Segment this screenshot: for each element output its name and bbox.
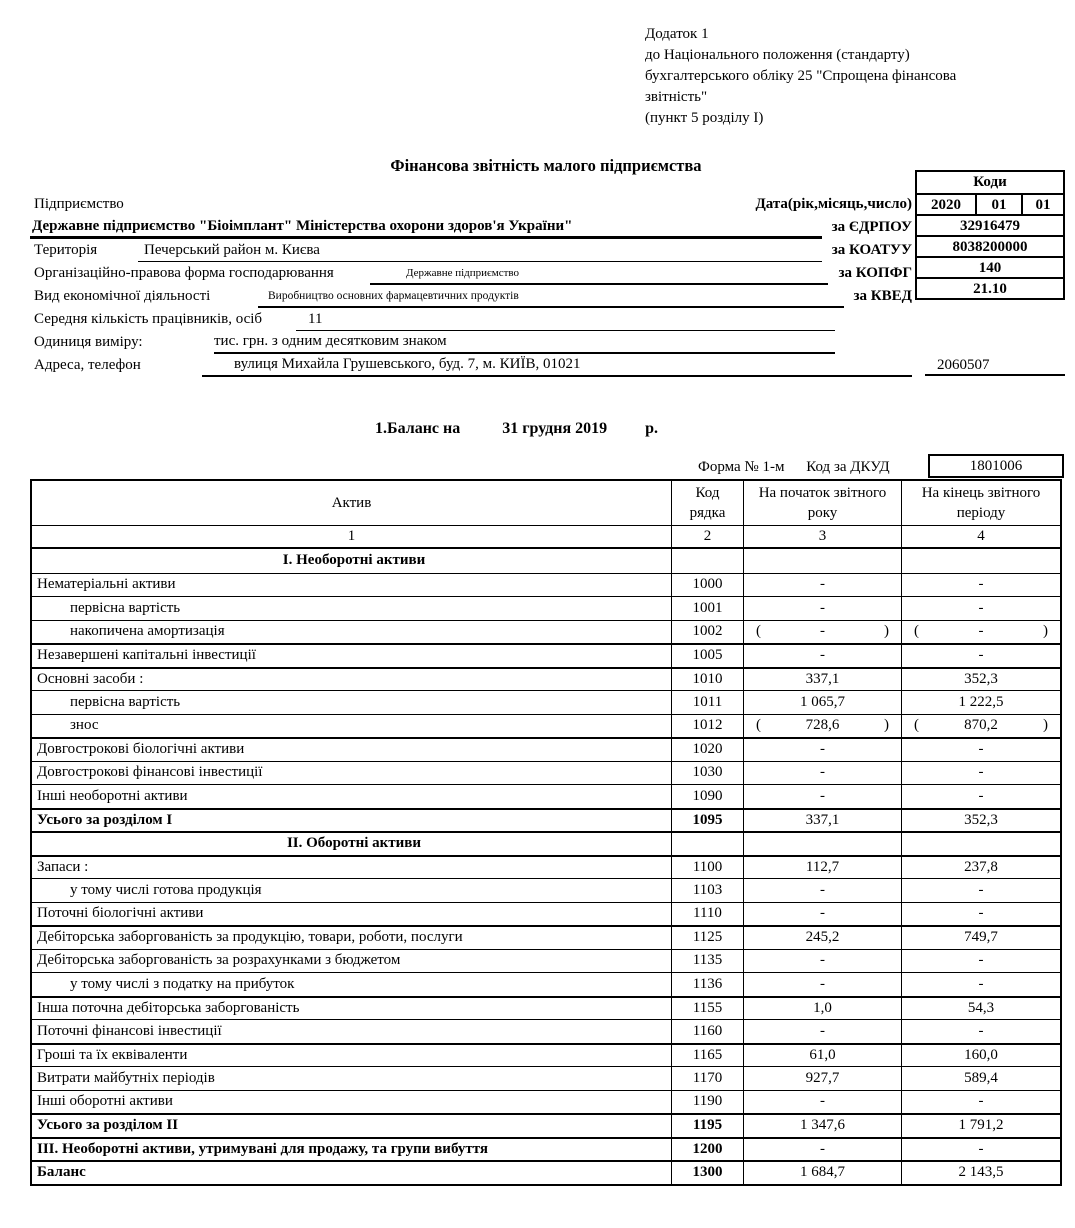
row-label: Незавершені капітальні інвестиції <box>32 645 672 667</box>
row-code: 1095 <box>672 810 744 832</box>
row-code: 1100 <box>672 857 744 879</box>
row-code: 1001 <box>672 597 744 620</box>
row-label: знос <box>32 715 672 738</box>
value-end: - <box>978 787 984 804</box>
open-paren: ( <box>914 623 919 640</box>
close-paren: ) <box>1043 623 1048 640</box>
column-number: 4 <box>977 528 985 544</box>
codes-panel-header: Коди <box>973 174 1007 190</box>
address-value: вулиця Михайла Грушевського, буд. 7, м. КИЇВ, 01021 <box>202 354 912 377</box>
cell-value: 728,6 <box>805 717 840 734</box>
enterprise-row <box>30 193 912 216</box>
close-paren: ) <box>884 623 889 640</box>
value-end: - <box>978 1093 984 1110</box>
row-code: 1110 <box>672 903 744 926</box>
empty-cell <box>744 549 902 573</box>
annex-note-line: Додаток 1 <box>645 26 709 42</box>
value-end: 589,4 <box>964 1069 998 1086</box>
value-end <box>902 621 1060 644</box>
row-code: 1170 <box>672 1067 744 1090</box>
codes-date-row <box>917 193 1063 214</box>
enterprise-name: Державне підприємство "Біоімплант" Міністерства охорони здоров'я України" <box>30 216 822 239</box>
date-day-value: 01 <box>1021 195 1063 214</box>
row-label: Поточні біологічні активи <box>32 903 672 926</box>
annex-note-line: бухгалтерського обліку 25 "Спрощена фінансова <box>645 68 957 84</box>
kopfg-label: за КОПФГ <box>838 265 912 281</box>
table-row <box>32 855 1060 879</box>
table-row <box>32 808 1060 832</box>
annex-note <box>645 24 1070 129</box>
value-begin: 1 347,6 <box>744 1115 902 1137</box>
balance-table <box>30 479 1062 1186</box>
activity-row <box>30 285 912 308</box>
table-row <box>32 1090 1060 1114</box>
value-begin: - <box>744 645 902 667</box>
date-label: Дата(рік,місяць,число) <box>755 196 912 212</box>
column-numbers-row <box>32 525 1060 549</box>
row-label: Витрати майбутніх періодів <box>32 1067 672 1090</box>
value-begin: 245,2 <box>744 927 902 949</box>
value-end: 237,8 <box>964 858 998 875</box>
value-end: 160,0 <box>964 1046 998 1063</box>
row-label: Інші оборотні активи <box>32 1091 672 1114</box>
row-label: Гроші та їх еквіваленти <box>32 1045 672 1067</box>
header-asset: Актив <box>32 481 672 525</box>
header-begin: На початок звітного року <box>744 481 902 525</box>
balance-heading-date: 31 грудня 2019 <box>502 420 608 437</box>
table-row <box>32 620 1060 644</box>
row-label: III. Необоротні активи, утримувані для продажу, та групи вибуття <box>32 1139 672 1161</box>
table-row <box>32 925 1060 949</box>
employees-row <box>30 308 912 331</box>
date-year-value: 2020 <box>931 197 961 213</box>
row-label: Інша поточна дебіторська заборгованість <box>32 998 672 1020</box>
row-code: 1012 <box>672 715 744 738</box>
table-row <box>32 1137 1060 1161</box>
row-label: Усього за розділом II <box>32 1115 672 1137</box>
territory-value: Печерський район м. Києва <box>138 239 822 262</box>
table-row <box>32 596 1060 620</box>
edrpou-label: за ЄДРПОУ <box>831 219 912 235</box>
value-begin: - <box>744 1139 902 1161</box>
empty-cell <box>902 549 1060 573</box>
value-end: - <box>978 1140 984 1157</box>
row-code: 1195 <box>672 1115 744 1137</box>
legal-form-label: Організаційно-правова форма господарювання <box>34 265 334 281</box>
value-begin: - <box>744 574 902 597</box>
territory-row <box>30 239 912 262</box>
column-number: 1 <box>32 526 672 547</box>
close-paren: ) <box>884 717 889 734</box>
row-label: Дебіторська заборгованість за продукцію, товари, роботи, послуги <box>32 927 672 949</box>
row-label: первісна вартість <box>32 597 672 620</box>
table-row <box>32 996 1060 1020</box>
row-code: 1200 <box>672 1139 744 1161</box>
empty-cell <box>902 833 1060 855</box>
value-end: 1 222,5 <box>958 693 1004 710</box>
koatuu-value: 8038200000 <box>917 235 1063 256</box>
value-begin: - <box>744 879 902 902</box>
row-label: у тому числі з податку на прибуток <box>32 973 672 996</box>
row-code: 1002 <box>672 621 744 644</box>
value-begin <box>744 715 902 738</box>
table-row <box>32 902 1060 926</box>
value-begin: - <box>744 739 902 761</box>
row-code: 1160 <box>672 1020 744 1043</box>
open-paren: ( <box>914 717 919 734</box>
annex-note-line: звітність" <box>645 89 708 105</box>
unit-value: тис. грн. з одним десятковим знаком <box>214 331 835 354</box>
table-row <box>32 1043 1060 1067</box>
row-code: 1011 <box>672 691 744 714</box>
value-end: 2 143,5 <box>958 1164 1004 1181</box>
value-end: - <box>978 599 984 616</box>
row-label: Довгострокові фінансові інвестиції <box>32 762 672 785</box>
form-line <box>698 459 890 476</box>
row-label: Баланс <box>32 1162 672 1184</box>
value-end: - <box>978 881 984 898</box>
value-end: - <box>978 905 984 922</box>
table-row <box>32 1019 1060 1043</box>
value-end: - <box>978 576 984 593</box>
enterprise-label: Підприємство <box>34 196 124 212</box>
kopfg-value: 140 <box>917 256 1063 277</box>
table-row <box>32 1066 1060 1090</box>
balance-table-body <box>32 549 1060 1184</box>
row-code: 1190 <box>672 1091 744 1114</box>
value-begin: 1 065,7 <box>744 691 902 714</box>
table-row <box>32 667 1060 691</box>
row-label: Інші необоротні активи <box>32 785 672 808</box>
table-row <box>32 761 1060 785</box>
section-title: II. Оборотні активи <box>32 833 672 855</box>
close-paren: ) <box>1043 717 1048 734</box>
kved-label: за КВЕД <box>853 288 912 304</box>
address-label: Адреса, телефон <box>34 357 141 373</box>
empty-cell <box>672 549 744 573</box>
value-begin: 927,7 <box>744 1067 902 1090</box>
annex-note-line: до Національного положення (стандарту) <box>645 47 910 63</box>
phone-value: 2060507 <box>925 354 1065 376</box>
document-title: Фінансова звітність малого підприємства <box>390 156 702 175</box>
value-end: 1 791,2 <box>958 1117 1004 1134</box>
open-paren: ( <box>756 623 761 640</box>
value-begin: 1,0 <box>744 998 902 1020</box>
value-begin: - <box>744 950 902 973</box>
unit-row <box>30 331 912 354</box>
value-begin: - <box>744 762 902 785</box>
table-row <box>32 972 1060 996</box>
cell-value: - <box>978 623 984 640</box>
column-number: 2 <box>672 526 744 547</box>
row-code: 1010 <box>672 669 744 691</box>
row-label: накопичена амортизація <box>32 621 672 644</box>
value-end: - <box>978 952 984 969</box>
value-end: - <box>978 741 984 758</box>
table-row <box>32 784 1060 808</box>
annex-note-line: (пункт 5 розділу I) <box>645 110 764 126</box>
table-row <box>32 737 1060 761</box>
row-label: Дебіторська заборгованість за розрахунками з бюджетом <box>32 950 672 973</box>
koatuu-label: за КОАТУУ <box>831 242 912 258</box>
value-begin: 337,1 <box>744 669 902 691</box>
unit-label: Одиниця виміру: <box>34 334 143 350</box>
row-code: 1090 <box>672 785 744 808</box>
row-label: у тому числі готова продукція <box>32 879 672 902</box>
row-code: 1000 <box>672 574 744 597</box>
cell-value: - <box>820 623 825 640</box>
balance-heading <box>375 420 658 438</box>
empty-cell <box>672 833 744 855</box>
value-end: 749,7 <box>964 929 998 946</box>
date-month-value: 01 <box>975 195 1021 214</box>
value-end: 54,3 <box>967 999 995 1016</box>
value-begin: 112,7 <box>744 857 902 879</box>
employees-value: 11 <box>296 308 835 331</box>
row-code: 1005 <box>672 645 744 667</box>
table-header-row <box>32 481 1060 525</box>
column-number: 3 <box>744 526 902 547</box>
value-begin: - <box>744 785 902 808</box>
table-row <box>32 1113 1060 1137</box>
enterprise-name-row <box>30 216 912 239</box>
section-row <box>32 549 1060 573</box>
table-row <box>32 714 1060 738</box>
table-row <box>32 949 1060 973</box>
value-end: - <box>978 1022 984 1039</box>
value-begin: - <box>744 1091 902 1114</box>
edrpou-value: 32916479 <box>917 214 1063 235</box>
legal-form-row <box>30 262 912 285</box>
section-title: I. Необоротні активи <box>32 549 672 573</box>
legal-form-value: Державне підприємство <box>370 262 828 285</box>
header-code: Код рядка <box>672 481 744 525</box>
value-begin <box>744 621 902 644</box>
activity-value: Виробництво основних фармацевтичних продуктів <box>258 285 844 308</box>
table-row <box>32 878 1060 902</box>
row-label: Довгострокові біологічні активи <box>32 739 672 761</box>
row-label: Поточні фінансові інвестиції <box>32 1020 672 1043</box>
row-code: 1103 <box>672 879 744 902</box>
row-label: Усього за розділом I <box>32 810 672 832</box>
table-row <box>32 643 1060 667</box>
balance-heading-suffix: р. <box>645 420 659 437</box>
row-code: 1155 <box>672 998 744 1020</box>
value-begin: 337,1 <box>744 810 902 832</box>
value-end: 352,3 <box>964 811 998 828</box>
form-label: Форма № 1-м <box>698 459 785 475</box>
value-begin: - <box>744 903 902 926</box>
enterprise-info <box>30 193 912 377</box>
employees-label: Середня кількість працівників, осіб <box>34 311 263 327</box>
value-end <box>902 715 1060 738</box>
value-begin: 61,0 <box>744 1045 902 1067</box>
value-begin: 1 684,7 <box>744 1162 902 1184</box>
header-end: На кінець звітного періоду <box>921 485 1041 521</box>
empty-cell <box>744 833 902 855</box>
row-code: 1165 <box>672 1045 744 1067</box>
dkud-label: Код за ДКУД <box>806 459 890 475</box>
row-code: 1125 <box>672 927 744 949</box>
value-begin: - <box>744 597 902 620</box>
row-code: 1030 <box>672 762 744 785</box>
table-row <box>32 1160 1060 1184</box>
address-row <box>30 354 912 377</box>
dkud-value: 1801006 <box>928 454 1064 478</box>
territory-label: Територія <box>34 242 98 258</box>
cell-value: 870,2 <box>964 717 998 734</box>
section-row <box>32 831 1060 855</box>
activity-label: Вид економічної діяльності <box>34 288 211 304</box>
table-row <box>32 690 1060 714</box>
table-row <box>32 573 1060 597</box>
value-end: - <box>978 647 984 664</box>
open-paren: ( <box>756 717 761 734</box>
row-code: 1020 <box>672 739 744 761</box>
row-label: первісна вартість <box>32 691 672 714</box>
value-begin: - <box>744 973 902 996</box>
value-end: 352,3 <box>964 670 998 687</box>
value-begin: - <box>744 1020 902 1043</box>
row-code: 1135 <box>672 950 744 973</box>
value-end: - <box>978 764 984 781</box>
row-label: Запаси : <box>32 857 672 879</box>
row-label: Нематеріальні активи <box>32 574 672 597</box>
row-code: 1136 <box>672 973 744 996</box>
value-end: - <box>978 975 984 992</box>
row-code: 1300 <box>672 1162 744 1184</box>
balance-heading-prefix: 1.Баланс на <box>375 420 461 437</box>
row-label: Основні засоби : <box>32 669 672 691</box>
codes-panel <box>915 170 1065 300</box>
kved-value: 21.10 <box>917 277 1063 298</box>
